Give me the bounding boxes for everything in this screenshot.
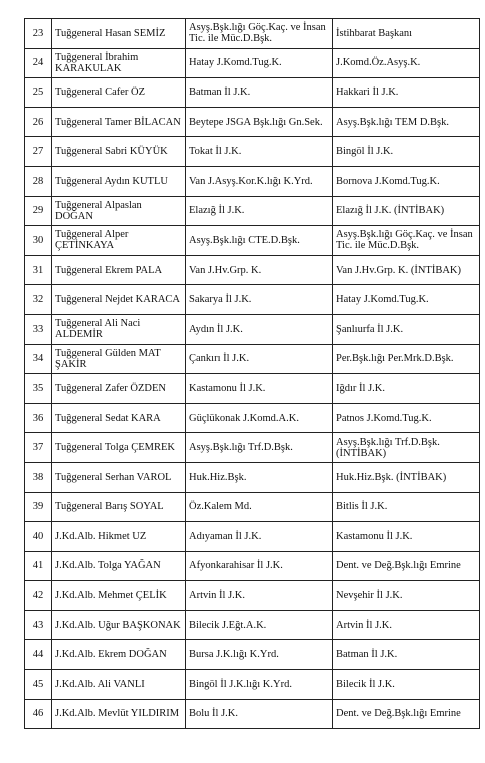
- person-name: Tuğgeneral Serhan VAROL: [52, 462, 186, 492]
- current-post: Beytepe JSGA Bşk.lığı Gn.Sek.: [186, 107, 333, 137]
- current-post: Tokat İl J.K.: [186, 137, 333, 167]
- row-number: 25: [25, 78, 52, 108]
- row-number: 35: [25, 374, 52, 404]
- row-number: 36: [25, 403, 52, 433]
- new-post: Nevşehir İl J.K.: [333, 581, 480, 611]
- current-post: Van J.Asyş.Kor.K.lığı K.Yrd.: [186, 166, 333, 196]
- table-row: [25, 19, 480, 49]
- new-post: Patnos J.Komd.Tug.K.: [333, 403, 480, 433]
- row-number: 43: [25, 610, 52, 640]
- new-post: Van J.Hv.Grp. K. (İNTİBAK): [333, 255, 480, 285]
- person-name: Tuğgeneral Hasan SEMİZ: [52, 19, 186, 49]
- person-name: Tuğgeneral Ekrem PALA: [52, 255, 186, 285]
- new-post: Dent. ve Değ.Bşk.lığı Emrine: [333, 699, 480, 729]
- current-post: Çankırı İl J.K.: [186, 344, 333, 374]
- row-number: 46: [25, 699, 52, 729]
- person-name: Tuğgeneral Alpaslan DOĞAN: [52, 196, 186, 226]
- person-name: J.Kd.Alb. Tolga YAĞAN: [52, 551, 186, 581]
- person-name: Tuğgeneral Alper ÇETİNKAYA: [52, 226, 186, 256]
- current-post: Huk.Hiz.Bşk.: [186, 462, 333, 492]
- row-number: 34: [25, 344, 52, 374]
- personnel-assignment-list: [24, 18, 474, 729]
- person-name: Tuğgeneral Cafer ÖZ: [52, 78, 186, 108]
- row-number: 45: [25, 670, 52, 700]
- current-post: Asyş.Bşk.lığı CTE.D.Bşk.: [186, 226, 333, 256]
- new-post: Bingöl İl J.K.: [333, 137, 480, 167]
- row-number: 26: [25, 107, 52, 137]
- table-row: [25, 314, 480, 344]
- table-row: [25, 48, 480, 78]
- current-post: Batman İl J.K.: [186, 78, 333, 108]
- table-row: [25, 166, 480, 196]
- person-name: J.Kd.Alb. Ali VANLI: [52, 670, 186, 700]
- new-post: J.Komd.Öz.Asyş.K.: [333, 48, 480, 78]
- row-number: 32: [25, 285, 52, 315]
- person-name: Tuğgeneral Tamer BİLACAN: [52, 107, 186, 137]
- current-post: Afyonkarahisar İl J.K.: [186, 551, 333, 581]
- row-number: 44: [25, 640, 52, 670]
- new-post: Per.Bşk.lığı Per.Mrk.D.Bşk.: [333, 344, 480, 374]
- table-row: [25, 581, 480, 611]
- current-post: Van J.Hv.Grp. K.: [186, 255, 333, 285]
- table-row: [25, 640, 480, 670]
- table-row: [25, 78, 480, 108]
- new-post: Şanlıurfa İl J.K.: [333, 314, 480, 344]
- table-row: [25, 551, 480, 581]
- new-post: İstihbarat Başkanı: [333, 19, 480, 49]
- table-row: [25, 255, 480, 285]
- table-row: [25, 699, 480, 729]
- person-name: Tuğgeneral Tolga ÇEMREK: [52, 433, 186, 463]
- new-post: Batman İl J.K.: [333, 640, 480, 670]
- table-row: [25, 196, 480, 226]
- current-post: Adıyaman İl J.K.: [186, 522, 333, 552]
- new-post: Bornova J.Komd.Tug.K.: [333, 166, 480, 196]
- current-post: Bolu İl J.K.: [186, 699, 333, 729]
- new-post: Hakkari İl J.K.: [333, 78, 480, 108]
- person-name: Tuğgeneral Barış SOYAL: [52, 492, 186, 522]
- row-number: 42: [25, 581, 52, 611]
- row-number: 33: [25, 314, 52, 344]
- row-number: 27: [25, 137, 52, 167]
- row-number: 28: [25, 166, 52, 196]
- row-number: 24: [25, 48, 52, 78]
- new-post: Hatay J.Komd.Tug.K.: [333, 285, 480, 315]
- current-post: Asyş.Bşk.lığı Göç.Kaç. ve İnsan Tic. ile Müc.D.Bşk.: [186, 19, 333, 49]
- new-post: Dent. ve Değ.Bşk.lığı Emrine: [333, 551, 480, 581]
- current-post: Bilecik J.Eğt.A.K.: [186, 610, 333, 640]
- assignment-table: [24, 18, 480, 729]
- person-name: Tuğgeneral Nejdet KARACA: [52, 285, 186, 315]
- table-row: [25, 226, 480, 256]
- table-row: [25, 670, 480, 700]
- row-number: 38: [25, 462, 52, 492]
- table-row: [25, 492, 480, 522]
- current-post: Aydın İl J.K.: [186, 314, 333, 344]
- current-post: Bursa J.K.lığı K.Yrd.: [186, 640, 333, 670]
- new-post: Elazığ İl J.K. (İNTİBAK): [333, 196, 480, 226]
- new-post: Artvin İl J.K.: [333, 610, 480, 640]
- current-post: Bingöl İl J.K.lığı K.Yrd.: [186, 670, 333, 700]
- table-body: [25, 19, 480, 729]
- row-number: 39: [25, 492, 52, 522]
- new-post: Kastamonu İl J.K.: [333, 522, 480, 552]
- current-post: Hatay J.Komd.Tug.K.: [186, 48, 333, 78]
- person-name: J.Kd.Alb. Mehmet ÇELİK: [52, 581, 186, 611]
- current-post: Sakarya İl J.K.: [186, 285, 333, 315]
- row-number: 29: [25, 196, 52, 226]
- new-post: Asyş.Bşk.lığı Göç.Kaç. ve İnsan Tic. ile Müc.D.Bşk.: [333, 226, 480, 256]
- row-number: 30: [25, 226, 52, 256]
- table-row: [25, 344, 480, 374]
- table-row: [25, 374, 480, 404]
- current-post: Kastamonu İl J.K.: [186, 374, 333, 404]
- new-post: Bitlis İl J.K.: [333, 492, 480, 522]
- table-row: [25, 433, 480, 463]
- person-name: J.Kd.Alb. Hikmet UZ: [52, 522, 186, 552]
- table-row: [25, 610, 480, 640]
- person-name: J.Kd.Alb. Uğur BAŞKONAK: [52, 610, 186, 640]
- row-number: 40: [25, 522, 52, 552]
- table-row: [25, 403, 480, 433]
- current-post: Güçlükonak J.Komd.A.K.: [186, 403, 333, 433]
- table-row: [25, 107, 480, 137]
- table-row: [25, 522, 480, 552]
- new-post: Asyş.Bşk.lığı TEM D.Bşk.: [333, 107, 480, 137]
- current-post: Elazığ İl J.K.: [186, 196, 333, 226]
- current-post: Asyş.Bşk.lığı Trf.D.Bşk.: [186, 433, 333, 463]
- person-name: Tuğgeneral Gülden MAT ŞAKİR: [52, 344, 186, 374]
- person-name: Tuğgeneral Sabri KÜYÜK: [52, 137, 186, 167]
- new-post: Asyş.Bşk.lığı Trf.D.Bşk. (İNTİBAK): [333, 433, 480, 463]
- row-number: 41: [25, 551, 52, 581]
- new-post: Iğdır İl J.K.: [333, 374, 480, 404]
- row-number: 31: [25, 255, 52, 285]
- current-post: Artvin İl J.K.: [186, 581, 333, 611]
- table-row: [25, 137, 480, 167]
- person-name: Tuğgeneral İbrahim KARAKULAK: [52, 48, 186, 78]
- person-name: Tuğgeneral Sedat KARA: [52, 403, 186, 433]
- person-name: Tuğgeneral Aydın KUTLU: [52, 166, 186, 196]
- current-post: Öz.Kalem Md.: [186, 492, 333, 522]
- person-name: Tuğgeneral Zafer ÖZDEN: [52, 374, 186, 404]
- person-name: J.Kd.Alb. Mevlüt YILDIRIM: [52, 699, 186, 729]
- row-number: 37: [25, 433, 52, 463]
- new-post: Huk.Hiz.Bşk. (İNTİBAK): [333, 462, 480, 492]
- person-name: Tuğgeneral Ali Naci ALDEMİR: [52, 314, 186, 344]
- person-name: J.Kd.Alb. Ekrem DOĞAN: [52, 640, 186, 670]
- row-number: 23: [25, 19, 52, 49]
- table-row: [25, 462, 480, 492]
- new-post: Bilecik İl J.K.: [333, 670, 480, 700]
- table-row: [25, 285, 480, 315]
